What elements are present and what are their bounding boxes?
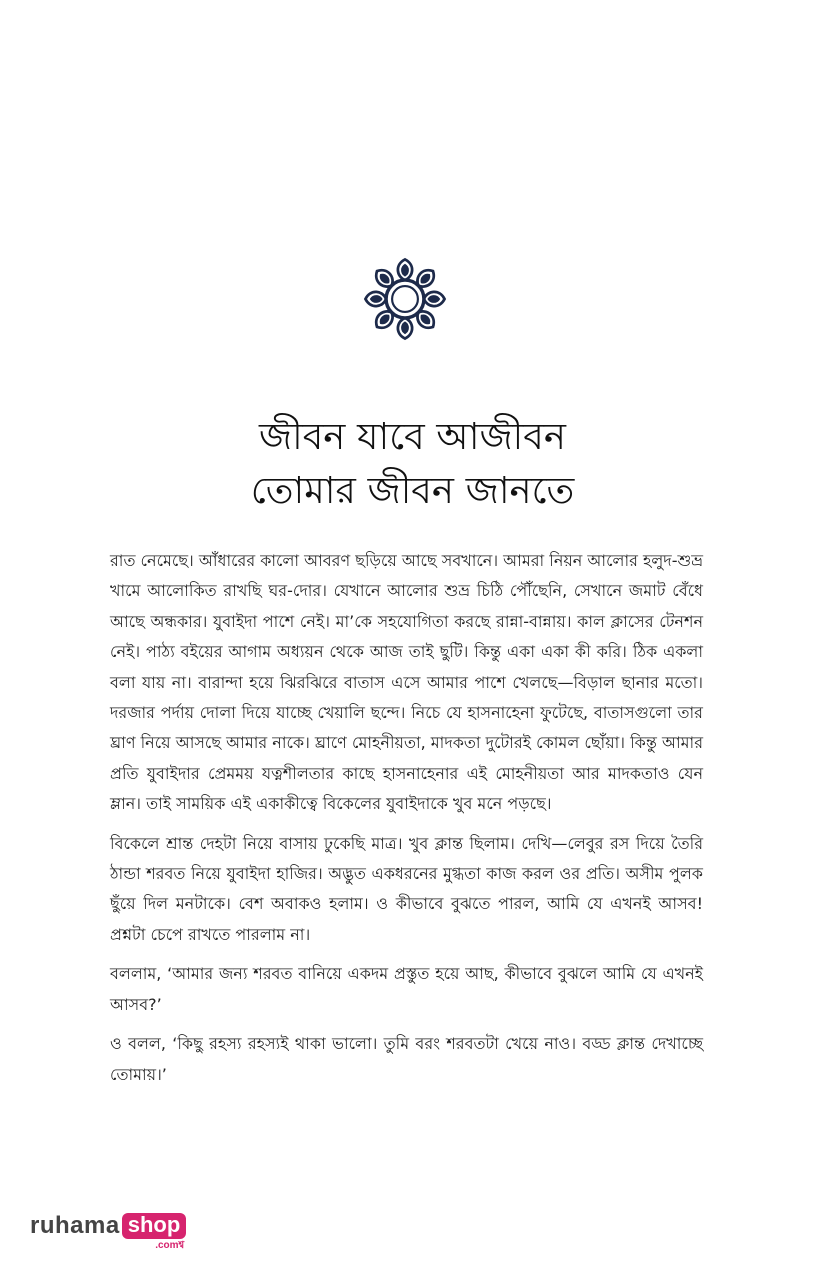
- logo-ruhama-text: ruhama: [30, 1212, 120, 1239]
- ruhamashop-logo: [30, 1213, 186, 1253]
- chapter-title: [0, 410, 825, 518]
- logo-shop-text: shop: [122, 1213, 187, 1239]
- logo-domain-text: .comশ্ব: [155, 1240, 185, 1251]
- chapter-title-line-2: তোমার জীবন জানতে: [250, 469, 575, 512]
- paragraph-4: ও বলল, ‘কিছু রহস্য রহস্যই থাকা ভালো। তুমি বরং শরবতটা খেয়ে নাও। বড্ড ক্লান্ত দেখাচ্ছে তোমায়।’: [110, 1034, 703, 1084]
- paragraph-3: বললাম, ‘আমার জন্য শরবত বানিয়ে একদম প্রস্তুত হয়ে আছ, কীভাবে বুঝলে আমি যে এখনই আসব?’: [110, 964, 703, 1014]
- paragraph-1: রাত নেমেছে। আঁধারের কালো আবরণ ছড়িয়ে আছে সবখানে। আমরা নিয়ন আলোর হলুদ-শুভ্র খামে আলোকিত রাখছি ঘর-দোর। যেখানে আলোর শুভ্র চিঠি পৌঁছেনি, সেখানে জমাট বেঁধে আছে অন্ধকার। যুবাইদা পাশে নেই। মা’কে সহযোগিতা করছে রান্না-বান্নায়। কাল ক্লাসের টেনশন নেই। পাঠ্য বইয়ের আগাম অধ্যয়ন থেকে আজ তাই ছুটি। কিন্তু একা একা কী করি। ঠিক একলা বলা যায় না। বারান্দা হয়ে ঝিরঝিরে বাতাস এসে আমার পাশে খেলছে—বিড়াল ছানার মতো। দরজার পর্দায় দোলা দিয়ে যাচ্ছে খেয়ালি ছন্দে। নিচে যে হাসনাহেনা ফুটেছে, বাতাসগুলো তার ঘ্রাণ নিয়ে আসছে আমার নাকে। ঘ্রাণে মোহনীয়তা, মাদকতা দুটোরই কোমল ছোঁয়া। কিন্তু আমার প্রতি যুবাইদার প্রেমময় যত্নশীলতার কাছে হাসনাহেনার এই মোহনীয়তা আর মাদকতাও যেন ম্লান। তাই সাময়িক এই একাকীত্বে বিকেলের যুবাইদাকে খুব মনে পড়ছে।: [110, 551, 704, 814]
- paragraph-2: বিকেলে শ্রান্ত দেহটা নিয়ে বাসায় ঢুকেছি মাত্র। খুব ক্লান্ত ছিলাম। দেখি—লেবুর রস দিয়ে তৈরি ঠান্ডা শরবত নিয়ে যুবাইদা হাজির। অদ্ভুত একধরনের মুগ্ধতা কাজ করল ওর প্রতি। অসীম পুলক ছুঁয়ে দিল মনটাকে। বেশ অবাকও হলাম। ও কীভাবে বুঝতে পারল, আমি যে এখনই আসব! প্রশ্নটা চেপে রাখতে পারলাম না।: [110, 833, 703, 944]
- logo-shop-badge: [122, 1212, 187, 1251]
- chapter-title-line-1: জীবন যাবে আজীবন: [259, 415, 566, 458]
- flower-ornament-icon: [362, 256, 448, 342]
- body-text: [110, 546, 703, 1099]
